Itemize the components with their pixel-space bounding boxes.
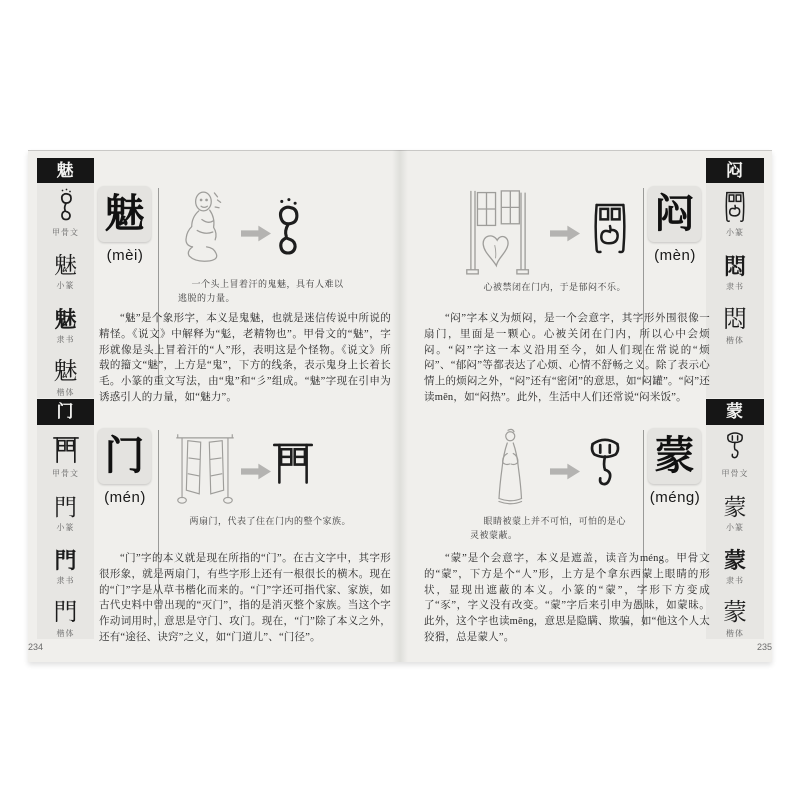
caption-meng: 眼睛被蒙上并不可怕，可怕的是心灵被蒙蔽。 — [470, 516, 627, 541]
pinyin-mei: (mèi) — [106, 247, 144, 264]
men-shut-seal-glyph-icon — [721, 188, 749, 224]
script-glyph: 蒙 — [723, 600, 747, 626]
sidebar-forms-mei — [37, 183, 94, 398]
arrow-right-icon — [550, 224, 580, 243]
body-meng: “蒙”是个会意字，本义是遮盖，读音为méng。甲骨文的“蒙”，下方是个“人”形，上方是个拿东西蒙上眼睛的形状，显现出遮蔽的本义。小篆的“蒙”，字形下方变成了“豕”，字义没有改变。“蒙”字后来引申为愚昧，如蒙昧。此外，这个字也读mēng，意思是隐瞒、欺骗，如“他这个人太狡猾，总是蒙人”。 — [424, 553, 710, 643]
script-label: 隶书 — [725, 282, 744, 291]
meng-oracle-glyph-icon — [586, 432, 624, 498]
men-gate-oracle-glyph-icon — [50, 433, 82, 465]
script-glyph: 悶 — [723, 254, 746, 279]
script-label: 隶书 — [56, 575, 75, 585]
script-form-item — [721, 186, 749, 238]
script-label: 甲骨文 — [52, 227, 79, 237]
men-gate-oracle-glyph-icon — [270, 436, 316, 488]
script-form-item — [722, 428, 749, 479]
script-glyph: 魅 — [54, 253, 77, 278]
script-glyph: 魅 — [53, 359, 78, 385]
robed-man-illustration — [492, 428, 530, 506]
body-men-gate: “门”字的本义就是现在所指的“门”。在古文字中，其字形很形象，就是两扇门，有些字形上还有一根很长的横木。现在的“门”字是从草书楷化而来的。“门”字还可指代家、家族，如古代史料中曾出现的“灭门”，指的是消灭整个家族。当这个字作动词用时，意思是守门、攻门。现在，“门”除了本义之外，还有“途径、诀窍”之义，如“门道儿”、“门径”。 — [99, 553, 391, 643]
body-men-shut: “闷”字本义为烦闷，是一个会意字，其字形外围很像一扇门，里面是一颗心。心被关闭在门内，所以心中会烦闷。“闷”字这一本义沿用至今，如人们现在常说的“烦闷”、“郁闷”等都表达了心烦、心情不舒畅之义。除了表示心情上的烦闷之外，“闷”还有“密闭”的意思，如“闷罐”。“闷”还读mēn，如“闷热”。此外，生活中人们还常说“闷米饭”。 — [424, 313, 710, 403]
script-form-item — [723, 294, 747, 346]
page-gutter — [392, 150, 408, 662]
caption-men-shut: 心被禁闭在门内，于是郁闷不乐。 — [483, 282, 627, 292]
arrow-right-icon — [550, 462, 580, 481]
sidebar-header-label: 蒙 — [726, 402, 744, 421]
sidebar-forms-meng — [706, 425, 764, 639]
script-form-item — [724, 240, 746, 292]
headword-box-men-shut — [648, 186, 701, 242]
meng-oracle-glyph-icon — [724, 429, 746, 465]
men-shut-seal-glyph-icon — [588, 196, 632, 258]
script-form-item — [54, 347, 78, 399]
script-form-item — [54, 481, 77, 532]
double-door-illustration — [172, 428, 238, 508]
headword-box-meng — [648, 428, 701, 484]
script-label: 小篆 — [726, 228, 744, 237]
script-glyph: 門 — [54, 494, 77, 520]
script-label: 楷体 — [56, 629, 75, 638]
script-label: 隶书 — [725, 575, 744, 585]
pinyin-men-shut: (mèn) — [654, 247, 696, 264]
arrow-right-icon — [241, 462, 271, 481]
sidebar-header-label: 闷 — [726, 161, 744, 180]
script-label: 甲骨文 — [52, 469, 79, 479]
sidebar-header-meng — [706, 399, 764, 425]
sidebar-header-mei — [37, 158, 94, 183]
script-label: 楷体 — [56, 388, 75, 397]
script-form-item — [50, 428, 82, 479]
script-glyph: 悶 — [723, 307, 747, 333]
script-label: 隶书 — [56, 334, 75, 344]
page-number-right: 235 — [756, 642, 772, 652]
mei-oracle-glyph-icon — [57, 188, 75, 224]
script-glyph: 蒙 — [723, 494, 747, 520]
script-label: 小篆 — [56, 281, 75, 290]
script-form-item — [54, 588, 78, 639]
sidebar-header-men-gate — [37, 399, 94, 425]
script-form-item — [54, 240, 77, 292]
headword-box-mei — [98, 186, 151, 242]
arrow-right-icon — [241, 224, 271, 243]
sidebar-header-label: 门 — [56, 402, 75, 421]
script-form-item — [723, 588, 747, 639]
sidebar-forms-men-gate — [37, 425, 94, 639]
script-form-item — [54, 293, 76, 345]
script-form-item — [54, 535, 76, 586]
headword: 门 — [104, 433, 145, 478]
script-form-item — [724, 481, 747, 532]
mei-oracle-glyph-icon — [272, 196, 304, 262]
sidebar-forms-men-shut — [706, 183, 764, 398]
sidebar-header-label: 魅 — [56, 161, 75, 180]
headword: 蒙 — [654, 433, 695, 478]
script-form-item — [724, 535, 746, 586]
caption-mei: 一个头上冒着汗的鬼魅，具有人难以逃脱的力量。 — [178, 279, 344, 304]
body-mei: “魅”是个象形字，本义是鬼魅，也就是迷信传说中所说的精怪。《说文》中解释为“鬽，老精物也”。甲骨文的“魅”，字形就像是头上冒着汗的“人”形，表明这是个怪物。《说文》所载的籀文“魅”，上方是“鬼”，下方的线条，表示鬼身上长着长毛。小篆的重文写法，由“鬼”和“彡”组成。“魅”字现在引申为诱惑引人的力量，如“魅力”。 — [99, 313, 391, 403]
script-glyph: 門 — [54, 547, 77, 573]
pinyin-meng: (méng) — [649, 489, 701, 506]
headword: 魅 — [104, 191, 145, 236]
ghost-illustration — [180, 188, 230, 276]
sidebar-header-men-shut — [706, 158, 764, 183]
pinyin-men-gate: (mén) — [104, 489, 146, 506]
headword: 闷 — [654, 191, 695, 236]
door-heart-illustration — [460, 186, 536, 278]
script-label: 楷体 — [726, 336, 744, 345]
script-label: 楷体 — [726, 629, 744, 638]
script-glyph: 蒙 — [723, 547, 746, 573]
script-glyph: 魅 — [54, 306, 77, 332]
headword-box-men-gate — [98, 428, 151, 484]
page-number-left: 234 — [28, 642, 44, 652]
script-label: 小篆 — [56, 522, 75, 532]
script-glyph: 門 — [53, 600, 78, 626]
script-label: 甲骨文 — [721, 469, 749, 479]
caption-men-gate: 两扇门，代表了住在门内的整个家族。 — [189, 516, 352, 526]
script-label: 小篆 — [726, 522, 744, 532]
script-form-item — [52, 186, 79, 238]
